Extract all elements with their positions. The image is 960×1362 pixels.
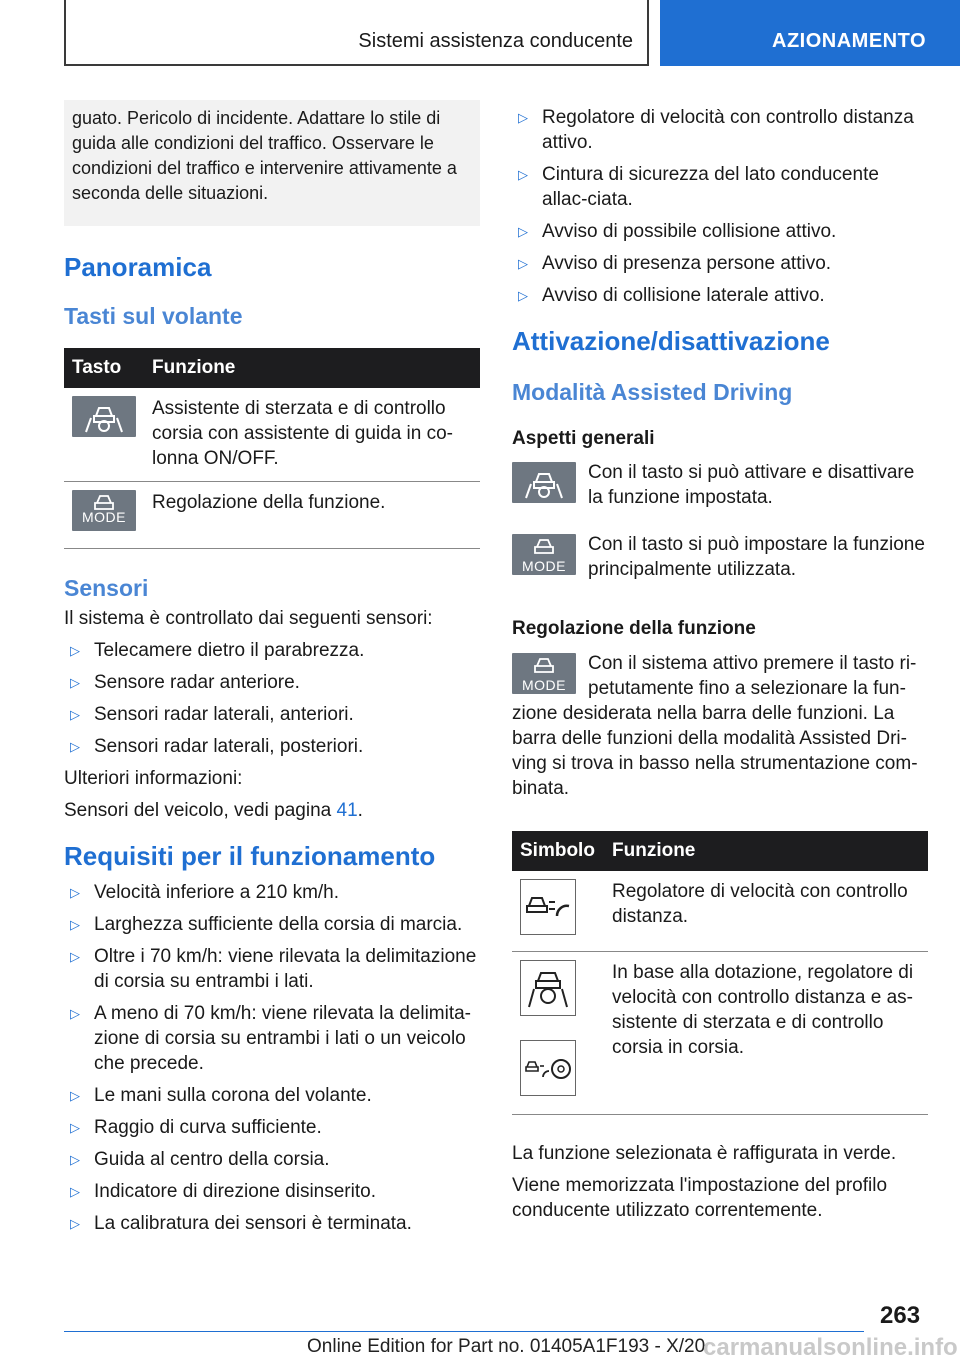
list-item: ▷ Sensore radar anteriore. [70,672,300,693]
header-title: Sistemi assistenza conducente [358,30,633,52]
footer-divider [64,1331,864,1332]
triangle-bullet-icon: ▷ [70,949,80,964]
triangle-bullet-icon: ▷ [70,643,80,658]
mode-button-icon [512,534,576,575]
activation-heading: Attivazione/disattivazione [512,326,830,356]
triangle-bullet-icon: ▷ [70,707,80,722]
table-cell-function: In base alla dotazione, regolatore di velocità con controllo distanza e as-sistente di sterzata e di controllo corsia in corsia. [604,952,928,1115]
col-header-symbol: Simbolo [512,831,604,871]
overview-heading: Panoramica [64,252,212,282]
list-item: ▷ Avviso di collisione laterale attivo. [518,285,825,306]
mode-key-label: MODE [82,509,126,525]
table-row [64,388,480,482]
symbols-table-header [512,831,928,871]
watermark: carmanualsonline.info [703,1334,958,1361]
list-item: ▷ Avviso di possibile collisione attivo. [518,221,837,242]
adjust-text-part1: Con il sistema attivo premere il tasto ri-petutamente fino a selezionare la fun- [588,653,917,699]
general-key-row-1 [512,460,928,510]
header-frame [64,0,649,66]
general-key-row-2 [512,532,928,582]
sensors-intro: Il sistema è controllato dai seguenti sensori: [64,608,433,629]
requirements-heading: Requisiti per il funzionamento [64,841,436,871]
table-row [512,871,928,952]
mode-key-label: MODE [522,558,566,574]
list-item: ▷ Indicatore di direzione disinserito. [70,1181,376,1202]
triangle-bullet-icon: ▷ [518,167,528,182]
triangle-bullet-icon: ▷ [70,1184,80,1199]
triangle-bullet-icon: ▷ [70,1216,80,1231]
table-cell-function: Assistente di sterzata e di controllo corsia con assistente di guida in co-lonna ON/OFF. [144,388,480,482]
adjust-key-row [512,651,928,701]
left-column [64,100,480,1243]
footer-edition: Online Edition for Part no. 01405A1F193 - X/20 [307,1336,706,1357]
triangle-bullet-icon: ▷ [70,1120,80,1135]
list-item: ▷ Regolatore di velocità con controllo distanza attivo. [518,107,914,153]
requirements-list-continued [512,105,928,308]
list-item: ▷ Telecamere dietro il parabrezza. [70,640,365,661]
table-cell-function: Regolazione della funzione. [144,482,480,549]
memory-note: Viene memorizzata l'impostazione del profilo conducente utilizzato correntemente. [512,1175,888,1221]
mode-button-icon [512,653,576,694]
triangle-bullet-icon: ▷ [70,675,80,690]
steering-assist-button-icon [72,396,136,437]
list-item: ▷ Larghezza sufficiente della corsia di marcia. [70,914,463,935]
general-key2-text: Con il tasto si può impostare la funzione principalmente utilizzata. [588,534,925,580]
header-section-tab [660,0,960,66]
list-item: ▷ A meno di 70 km/h: viene rilevata la delimita-zione di corsia su entrambi i lati o un veicolo che precede. [70,1003,472,1074]
more-info-label: Ulteriori informazioni: [64,768,243,789]
sensors-heading: Sensori [64,575,149,601]
table-cell-function: Regolatore di velocità con controllo distanza. [604,871,928,952]
list-item: ▷ Oltre i 70 km/h: viene rilevata la delimitazione di corsia su entrambi i lati. [70,946,477,992]
list-item: ▷ Raggio di curva sufficiente. [70,1117,322,1138]
symbols-table [512,831,928,1115]
list-item: ▷ Guida al centro della corsia. [70,1149,330,1170]
triangle-bullet-icon: ▷ [70,885,80,900]
header-section-label: AZIONAMENTO [772,30,927,52]
steering-assist-symbol-icon [520,960,576,1016]
triangle-bullet-icon: ▷ [518,110,528,125]
mode-heading: Modalità Assisted Driving [512,379,793,405]
buttons-table [64,348,480,549]
triangle-bullet-icon: ▷ [70,1006,80,1021]
mode-key-label: MODE [522,677,566,693]
list-item: ▷ Sensori radar laterali, posteriori. [70,736,364,757]
adjust-text-part2: zione desiderata nella barra delle funzioni. La barra delle funzioni della modalità Assisted Dri-ving si trova in basso nella strumentazione com-binata. [512,703,918,799]
triangle-bullet-icon: ▷ [70,1152,80,1167]
mode-button-icon [72,490,136,531]
list-item: ▷ Avviso di presenza persone attivo. [518,253,832,274]
warning-box [64,100,480,226]
sensors-list [64,638,480,759]
triangle-bullet-icon: ▷ [518,256,528,271]
triangle-bullet-icon: ▷ [70,739,80,754]
list-item: ▷ Le mani sulla corona del volante. [70,1085,372,1106]
col-header-function: Funzione [144,348,480,388]
adjust-heading: Regolazione della funzione [512,618,756,639]
buttons-heading: Tasti sul volante [64,303,243,329]
selected-note: La funzione selezionata è raffigurata in verde. [512,1143,897,1164]
warning-text: guato. Pericolo di incidente. Adattare lo stile di guida alle condizioni del traffico. Osservare le condizioni del traffico e intervenire attivamente a seconda delle situazioni. [72,108,457,203]
triangle-bullet-icon: ▷ [518,224,528,239]
table-row [512,952,928,1115]
triangle-bullet-icon: ▷ [70,917,80,932]
general-key1-text: Con il tasto si può attivare e disattivare la funzione impostata. [588,462,915,508]
triangle-bullet-icon: ▷ [518,288,528,303]
triangle-bullet-icon: ▷ [70,1088,80,1103]
page-link[interactable]: 41 [336,800,358,821]
more-info-line: Sensori del veicolo, vedi pagina 41. [64,800,363,821]
list-item: ▷ La calibratura dei sensori è terminata. [70,1213,412,1234]
steering-assist-button-icon [512,462,576,503]
table-row [64,482,480,549]
buttons-table-header [64,348,480,388]
right-column [512,100,928,1223]
page-number: 263 [880,1302,921,1329]
col-header-function: Funzione [604,831,928,871]
col-header-key: Tasto [64,348,144,388]
cruise-control-distance-icon [520,879,576,935]
list-item: ▷ Velocità inferiore a 210 km/h. [70,882,340,903]
requirements-list [64,880,480,1236]
list-item: ▷ Sensori radar laterali, anteriori. [70,704,354,725]
cruise-steering-combined-icon [520,1040,576,1096]
general-heading: Aspetti generali [512,428,655,449]
list-item: ▷ Cintura di sicurezza del lato conducente allac-ciata. [518,164,879,210]
